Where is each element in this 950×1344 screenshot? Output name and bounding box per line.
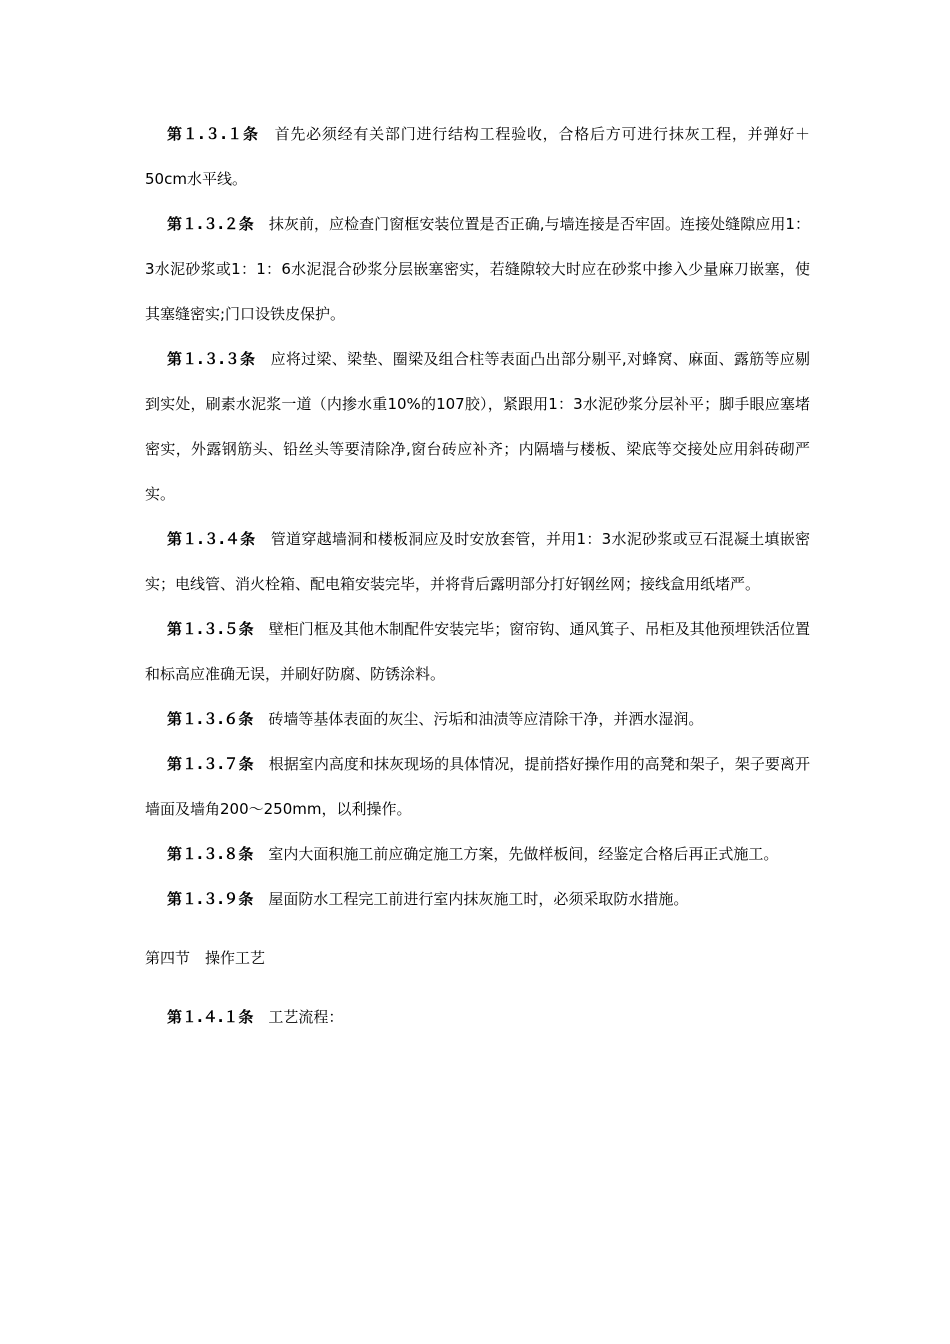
clause-text: 室内大面积施工前应确定施工方案，先做样板间，经鉴定合格后再正式施工。 xyxy=(268,845,779,863)
clause-number: 第１.３.９条 xyxy=(167,890,269,908)
clause-1-3-9 xyxy=(145,877,810,922)
clause-1-4-1 xyxy=(145,995,810,1040)
clause-1-3-8 xyxy=(145,832,810,877)
clause-text: 首先必须经有关部门进行结构工程验收，合格后方可进行抹灰工程，并弹好＋50cm水平线。 xyxy=(145,125,810,188)
document-page xyxy=(145,112,810,1040)
clause-text: 根据室内高度和抹灰现场的具体情况，提前搭好操作用的高凳和架子，架子要离开墙面及墙角200～250mm，以利操作。 xyxy=(145,755,810,818)
clause-1-3-7 xyxy=(145,742,810,832)
clause-number: 第１.３.１条 xyxy=(167,125,275,143)
clause-1-3-2 xyxy=(145,202,810,337)
clause-number: 第１.４.１条 xyxy=(167,1008,269,1026)
clause-text: 砖墙等基体表面的灰尘、污垢和油渍等应清除干净，并洒水湿润。 xyxy=(268,710,704,728)
clause-number: 第１.３.６条 xyxy=(167,710,269,728)
clause-text: 管道穿越墙洞和楼板洞应及时安放套管，并用1：3水泥砂浆或豆石混凝土填嵌密实；电线管、消火栓箱、配电箱安装完毕，并将背后露明部分打好钢丝网；接线盒用纸堵严。 xyxy=(145,530,810,593)
clause-number: 第１.３.３条 xyxy=(167,350,271,368)
clause-number: 第１.３.５条 xyxy=(167,620,269,638)
clause-1-3-3 xyxy=(145,337,810,517)
clause-1-3-1 xyxy=(145,112,810,202)
clause-text: 壁柜门框及其他木制配件安装完毕；窗帘钩、通风箕子、吊柜及其他预埋铁活位置和标高应准确无误，并刷好防腐、防锈涂料。 xyxy=(145,620,810,683)
clause-text: 屋面防水工程完工前进行室内抹灰施工时，必须采取防水措施。 xyxy=(268,890,689,908)
clause-1-3-5 xyxy=(145,607,810,697)
clause-text: 应将过梁、梁垫、圈梁及组合柱等表面凸出部分剔平,对蜂窝、麻面、露筋等应剔到实处，刷素水泥浆一道（内掺水重10%的107胶），紧跟用1：3水泥砂浆分层补平；脚手眼应塞堵密实，外露钢筋头、铅丝头等要清除净,窗台砖应补齐；内隔墙与楼板、梁底等交接处应用斜砖砌严实。 xyxy=(145,350,810,503)
clause-text: 抹灰前，应检查门窗框安装位置是否正确,与墙连接是否牢固。连接处缝隙应用1：3水泥砂浆或1：1：6水泥混合砂浆分层嵌塞密实，若缝隙较大时应在砂浆中掺入少量麻刀嵌塞，使其塞缝密实;门口设铁皮保护。 xyxy=(145,215,810,323)
clause-number: 第１.３.２条 xyxy=(167,215,269,233)
clause-number: 第１.３.８条 xyxy=(167,845,269,863)
section-heading: 第四节 操作工艺 xyxy=(145,949,266,967)
clause-1-3-6 xyxy=(145,697,810,742)
clause-number: 第１.３.４条 xyxy=(167,530,271,548)
clause-number: 第１.３.７条 xyxy=(167,755,269,773)
clause-text: 工艺流程： xyxy=(268,1008,344,1026)
clause-1-3-4 xyxy=(145,517,810,607)
